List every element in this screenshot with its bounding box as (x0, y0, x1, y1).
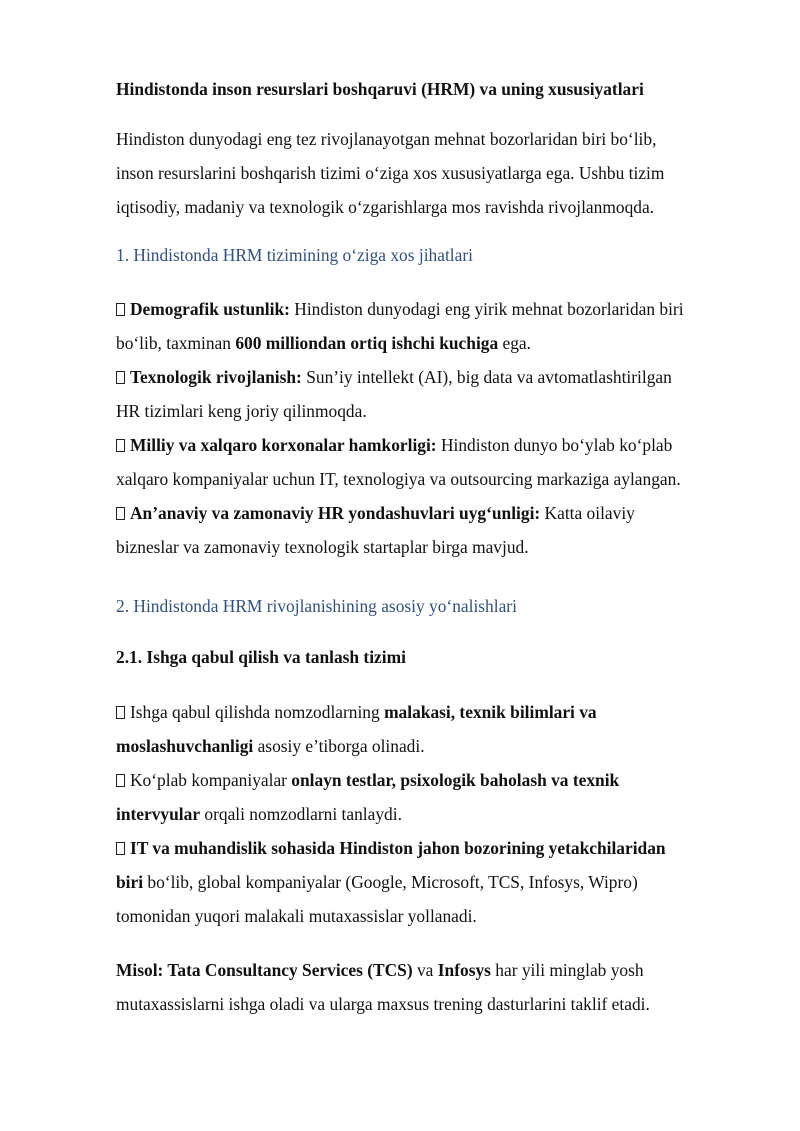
list-item: Demografik ustunlik: Hindiston dunyodagi eng yirik mehnat bozorlaridan biri (116, 292, 746, 326)
list-item-continuation: bo‘lib, taxminan 600 milliondan ortiq ishchi kuchiga ega. (116, 333, 532, 353)
checkbox-glyph-icon (116, 303, 125, 316)
example-paragraph (116, 953, 746, 1021)
section-2-heading: 2. Hindistonda HRM rivojlanishining asosiy yo‘nalishlari (116, 596, 517, 616)
section-1-list (116, 292, 746, 564)
checkbox-glyph-icon (116, 439, 125, 452)
example-line: mutaxassislarni ishga oladi va ularga maxsus trening dasturlarini taklif etadi. (116, 994, 650, 1014)
list-item-continuation: bizneslar va zamonaviy texnologik startaplar birga mavjud. (116, 537, 529, 557)
list-item: An’anaviy va zamonaviy HR yondashuvlari uyg‘unligi: Katta oilaviy (116, 496, 746, 530)
list-item-continuation: tomonidan yuqori malakali mutaxassislar yollanadi. (116, 906, 477, 926)
section-2-list (116, 695, 746, 933)
checkbox-glyph-icon (116, 706, 125, 719)
checkbox-glyph-icon (116, 842, 125, 855)
document-title: Hindistonda inson resurslari boshqaruvi (HRM) va uning xususiyatlari (116, 79, 644, 99)
list-item-continuation: intervyular orqali nomzodlarni tanlaydi. (116, 804, 402, 824)
intro-line: Hindiston dunyodagi eng tez rivojlanayotgan mehnat bozorlaridan biri bo‘lib, (116, 129, 657, 149)
intro-paragraph (116, 122, 746, 224)
list-item: Ishga qabul qilishda nomzodlarning malakasi, texnik bilimlari va (116, 695, 746, 729)
example-line: Misol: Tata Consultancy Services (TCS) va Infosys har yili minglab yosh (116, 960, 644, 980)
list-item: Texnologik rivojlanish: Sun’iy intellekt (AI), big data va avtomatlashtirilgan (116, 360, 746, 394)
list-item: Ko‘plab kompaniyalar onlayn testlar, psixologik baholash va texnik (116, 763, 746, 797)
list-item-continuation: HR tizimlari keng joriy qilinmoqda. (116, 401, 367, 421)
section-1-heading: 1. Hindistonda HRM tizimining o‘ziga xos jihatlari (116, 245, 473, 265)
intro-line: inson resurslarini boshqarish tizimi o‘ziga xos xususiyatlarga ega. Ushbu tizim (116, 163, 665, 183)
list-item-continuation: biri bo‘lib, global kompaniyalar (Google, Microsoft, TCS, Infosys, Wipro) (116, 872, 638, 892)
list-item-continuation: xalqaro kompaniyalar uchun IT, texnologiya va outsourcing markaziga aylangan. (116, 469, 681, 489)
checkbox-glyph-icon (116, 371, 125, 384)
section-2-1-subheading: 2.1. Ishga qabul qilish va tanlash tizimi (116, 647, 406, 667)
checkbox-glyph-icon (116, 507, 125, 520)
checkbox-glyph-icon (116, 774, 125, 787)
intro-line: iqtisodiy, madaniy va texnologik o‘zgarishlarga mos ravishda rivojlanmoqda. (116, 197, 655, 217)
list-item: Milliy va xalqaro korxonalar hamkorligi: Hindiston dunyo bo‘ylab ko‘plab (116, 428, 746, 462)
list-item-continuation: moslashuvchanligi asosiy e’tiborga olinadi. (116, 736, 425, 756)
list-item: IT va muhandislik sohasida Hindiston jahon bozorining yetakchilaridan (116, 831, 746, 865)
